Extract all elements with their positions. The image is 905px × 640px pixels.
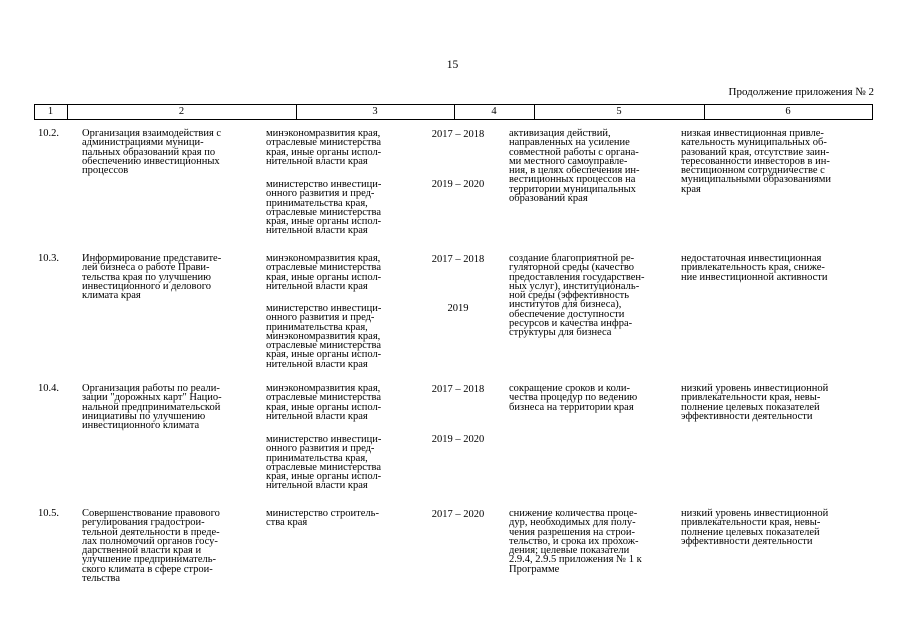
executor-text: минэкономразвития края, отраслевые министерства края, иные органы испол- нительной власти края	[266, 253, 382, 292]
period-text: 2019 – 2020	[431, 434, 485, 445]
period-text: 2019	[447, 303, 469, 314]
executor-text: министерство инвестици- онного развития и пред- принимательства края, отраслевые министерства края, иные органы испол- нительной власти края	[266, 179, 382, 237]
row-number: 10.3.	[38, 253, 59, 264]
period-text: 2017 – 2018	[431, 254, 485, 265]
result-text: снижение количества проце- дур, необходимых для полу- чения разрешения на строи- тельство, и срока их прохож- дения; целевые показатели 2.9.4, 2.9.5 приложения № 1 к Программе	[509, 508, 642, 575]
measure-text: Совершенствование правового регулирования градострои- тельной деятельности в преде- лах полномочий органов госу- дарственной власти края и улучшение предприниматель- ского климата в сфере строи- тельства	[82, 508, 220, 585]
row-number: 10.2.	[38, 128, 59, 139]
executor-text: министерство строитель- ства края	[266, 508, 379, 529]
column-header: 1	[47, 106, 54, 117]
measure-text: Организация взаимодействия с администрациями муници- пальных образований края по обеспечению инвестиционных процессов	[82, 128, 222, 177]
column-header: 4	[491, 106, 497, 117]
executor-text: министерство инвестици- онного развития и пред- принимательства края, минэкономразвития края, отраслевые министерства края, иные органы испол- нительной власти края	[266, 303, 382, 370]
table-header	[34, 104, 873, 120]
executor-text: минэкономразвития края, отраслевые министерства края, иные органы испол- нительной власти края	[266, 128, 382, 167]
measure-text: Информирование представите- лей бизнеса о работе Прави- тельства края по улучшению инвестиционного и делового климата края	[82, 253, 222, 302]
risk-text: недостаточная инвестиционная привлекательность края, сниже- ние инвестиционной активности	[681, 253, 828, 283]
period-text: 2019 – 2020	[431, 179, 485, 190]
executor-text: министерство инвестици- онного развития и пред- принимательства края, отраслевые министерства края, иные органы испол- нительной власти края	[266, 434, 382, 492]
result-text: активизация действий, направленных на усиление совместной работы с органа- ми местного самоуправле- ния, в целях обеспечения ин- вестиционных процессов на территории муниципальных образований края	[509, 128, 640, 205]
column-header: 2	[178, 106, 185, 117]
column-header: 6	[785, 106, 791, 117]
period-text: 2017 – 2018	[431, 129, 485, 140]
period-text: 2017 – 2018	[431, 384, 485, 395]
period-text: 2017 – 2020	[431, 509, 485, 520]
continuation-label: Продолжение приложения № 2	[728, 86, 874, 98]
measure-text: Организация работы по реали- зации "дорожных карт" Нацио- нальной предпринимательской инициативы по улучшению инвестиционного климата	[82, 383, 222, 432]
risk-text: низкий уровень инвестиционной привлекательности края, невы- полнение целевых показателей эффективности деятельности	[681, 508, 829, 547]
risk-text: низкий уровень инвестиционной привлекательности края, невы- полнение целевых показателей эффективности деятельности	[681, 383, 829, 422]
row-number: 10.5.	[38, 508, 59, 519]
risk-text: низкая инвестиционная привле- кательность муниципальных об- разований края, отсутствие заин- тересованности инвесторов в ин- вестиционном сотрудничестве с муниципальными образованиями края	[681, 128, 831, 195]
column-header: 3	[372, 106, 378, 117]
result-text: сокращение сроков и коли- чества процедур по ведению бизнеса на территории края	[509, 383, 638, 413]
executor-text: минэкономразвития края, отраслевые министерства края, иные органы испол- нительной власти края	[266, 383, 382, 422]
row-number: 10.4.	[38, 383, 59, 394]
column-header: 5	[616, 106, 622, 117]
result-text: создание благоприятной ре- гуляторной среды (качество предоставления государствен- ных услуг), институциональ- ной среды (эффективность институтов для бизнеса), обеспечение доступности ресурсов и качества инфра- структуры для бизнеса	[509, 253, 645, 339]
page-number: 15	[446, 59, 459, 71]
